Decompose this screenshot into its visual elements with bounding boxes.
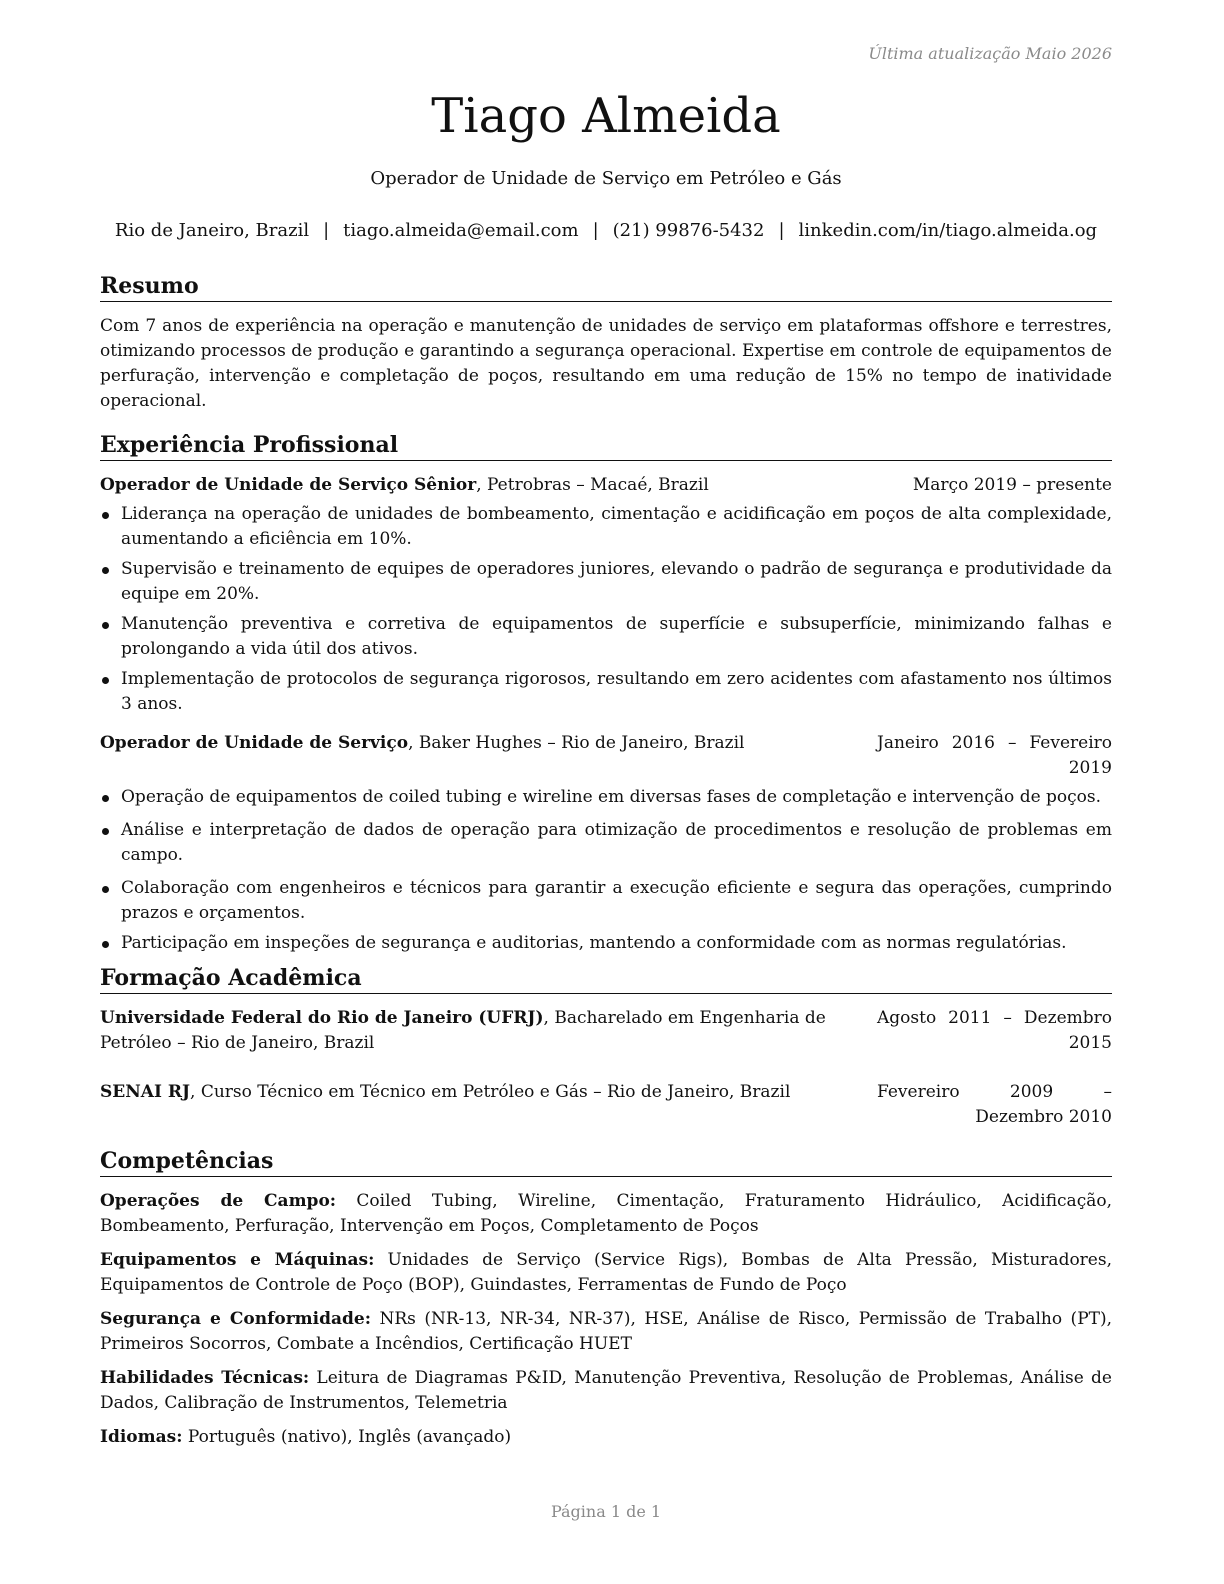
skill-row xyxy=(100,1366,1112,1416)
job-role: Operador de Unidade de Serviço Sênior xyxy=(100,475,477,495)
summary-section xyxy=(100,272,1112,414)
skill-row xyxy=(100,1248,1112,1298)
job-bullets xyxy=(100,785,1112,956)
job-header xyxy=(100,731,1112,781)
skill-label: Habilidades Técnicas: xyxy=(100,1368,310,1388)
education-section xyxy=(100,964,1112,1130)
skill-value: NRs (NR-13, NR-34, NR-37), HSE, Análise de Risco, Permissão de Trabalho (PT), Primeiros Socorros, Combate a Incêndios, Certificação HUET xyxy=(100,1309,1113,1354)
skills-section xyxy=(100,1147,1112,1459)
last-updated: Última atualização Maio 2026 xyxy=(868,44,1112,63)
list-item xyxy=(100,876,1112,926)
bullet-icon xyxy=(102,828,109,835)
contact-separator: | xyxy=(778,220,785,241)
list-item xyxy=(100,502,1112,552)
list-item xyxy=(100,931,1112,956)
skill-value: Leitura de Diagramas P&ID, Manutenção Preventiva, Resolução de Problemas, Análise de Dados, Calibração de Instrumentos, Telemetria xyxy=(100,1368,1112,1413)
section-title-skills: Competências xyxy=(100,1147,1112,1177)
job-bullets xyxy=(100,502,1112,717)
job-title-line xyxy=(100,731,857,781)
contact-separator: | xyxy=(323,220,330,241)
section-title-education: Formação Acadêmica xyxy=(100,964,1112,994)
bullet-text: Análise e interpretação de dados de operação para otimização de procedimentos e resolução de problemas em campo. xyxy=(121,820,1112,865)
experience-section xyxy=(100,431,1112,961)
job-entry xyxy=(100,731,1112,956)
contact-line xyxy=(80,220,1132,241)
job-header xyxy=(100,473,1112,498)
bullet-icon xyxy=(102,622,109,629)
bullet-text: Liderança na operação de unidades de bombeamento, cimentação e acidificação em poços de alta complexidade, aumentando a eficiência em 10%. xyxy=(121,504,1112,549)
skill-row xyxy=(100,1425,1112,1450)
skill-label: Segurança e Conformidade: xyxy=(100,1309,372,1329)
bullet-text: Operação de equipamentos de coiled tubing e wireline em diversas fases de completação e intervenção de poços. xyxy=(121,787,1102,807)
bullet-icon xyxy=(102,941,109,948)
section-title-summary: Resumo xyxy=(100,272,1112,302)
list-item xyxy=(100,557,1112,607)
education-title-line xyxy=(100,1080,857,1130)
bullet-icon xyxy=(102,795,109,802)
education-entry xyxy=(100,1080,1112,1130)
skill-value: Português (nativo), Inglês (avançado) xyxy=(182,1427,512,1447)
candidate-name: Tiago Almeida xyxy=(431,88,781,144)
skill-value: Coiled Tubing, Wireline, Cimentação, Fraturamento Hidráulico, Acidificação, Bombeamento, Perfuração, Intervenção em Poços, Completamento de Poços xyxy=(100,1191,1112,1236)
contact-linkedin[interactable]: linkedin.com/in/tiago.almeida.og xyxy=(798,220,1098,241)
bullet-icon xyxy=(102,886,109,893)
summary-text: Com 7 anos de experiência na operação e manutenção de unidades de serviço em plataformas offshore e terrestres, otimizando processos de produção e garantindo a segurança operacional. Expertise em controle de equipamentos de perfuração, intervenção e completação de poços, resultando em uma redução de 15% no tempo de inatividade operacional. xyxy=(100,316,1112,411)
skill-label: Idiomas: xyxy=(100,1427,183,1447)
bullet-icon xyxy=(102,567,109,574)
skill-label: Equipamentos e Máquinas: xyxy=(100,1250,375,1270)
bullet-text: Colaboração com engenheiros e técnicos para garantir a execução eficiente e segura das operações, cumprindo prazos e orçamentos. xyxy=(121,878,1112,923)
education-school: Universidade Federal do Rio de Janeiro (UFRJ) xyxy=(100,1008,544,1028)
bullet-icon xyxy=(102,677,109,684)
job-title-line xyxy=(100,473,893,498)
list-item xyxy=(100,612,1112,662)
bullet-text: Supervisão e treinamento de equipes de operadores juniores, elevando o padrão de segurança e produtividade da equipe em 20%. xyxy=(121,559,1112,604)
list-item xyxy=(100,785,1112,810)
bullet-text: Implementação de protocolos de segurança rigorosos, resultando em zero acidentes com afastamento nos últimos 3 anos. xyxy=(121,669,1112,714)
contact-separator: | xyxy=(592,220,599,241)
page-number: Página 1 de 1 xyxy=(550,1502,662,1521)
list-item xyxy=(100,667,1112,717)
skill-label: Operações de Campo: xyxy=(100,1191,337,1211)
education-entry xyxy=(100,1006,1112,1056)
job-dates: Março 2019 – presente xyxy=(912,475,1112,495)
bullet-icon xyxy=(102,512,109,519)
job-company: , Petrobras – Macaé, Brazil xyxy=(476,475,709,495)
headline: Operador de Unidade de Serviço em Petróleo e Gás xyxy=(370,168,842,189)
bullet-text: Manutenção preventiva e corretiva de equipamentos de superfície e subsuperfície, minimizando falhas e prolongando a vida útil dos ativos. xyxy=(121,614,1112,659)
contact-phone[interactable]: (21) 99876-5432 xyxy=(612,220,765,241)
job-dates: Janeiro 2016 – Fevereiro 2019 xyxy=(877,733,1112,778)
skill-row xyxy=(100,1307,1112,1357)
education-title-line xyxy=(100,1006,857,1056)
section-title-experience: Experiência Profissional xyxy=(100,431,1112,461)
education-dates: Agosto 2011 – Dezembro 2015 xyxy=(877,1008,1112,1053)
skill-row xyxy=(100,1189,1112,1239)
skill-value: Unidades de Serviço (Service Rigs), Bombas de Alta Pressão, Misturadores, Equipamentos de Controle de Poço (BOP), Guindastes, Ferramentas de Fundo de Poço xyxy=(100,1250,1112,1295)
contact-email[interactable]: tiago.almeida@email.com xyxy=(343,220,579,241)
education-detail: , Bacharelado em Engenharia de Petróleo – Rio de Janeiro, Brazil xyxy=(100,1008,826,1053)
job-company: , Baker Hughes – Rio de Janeiro, Brazil xyxy=(408,733,745,753)
resume-page xyxy=(100,0,1112,1584)
bullet-text: Participação em inspeções de segurança e auditorias, mantendo a conformidade com as normas regulatórias. xyxy=(121,933,1067,953)
education-dates: Fevereiro 2009 – Dezembro 2010 xyxy=(877,1082,1112,1127)
list-item xyxy=(100,818,1112,868)
contact-location: Rio de Janeiro, Brazil xyxy=(114,220,310,241)
job-entry xyxy=(100,473,1112,717)
education-detail: , Curso Técnico em Técnico em Petróleo e Gás – Rio de Janeiro, Brazil xyxy=(190,1082,791,1102)
job-role: Operador de Unidade de Serviço xyxy=(100,733,409,753)
education-school: SENAI RJ xyxy=(100,1082,191,1102)
